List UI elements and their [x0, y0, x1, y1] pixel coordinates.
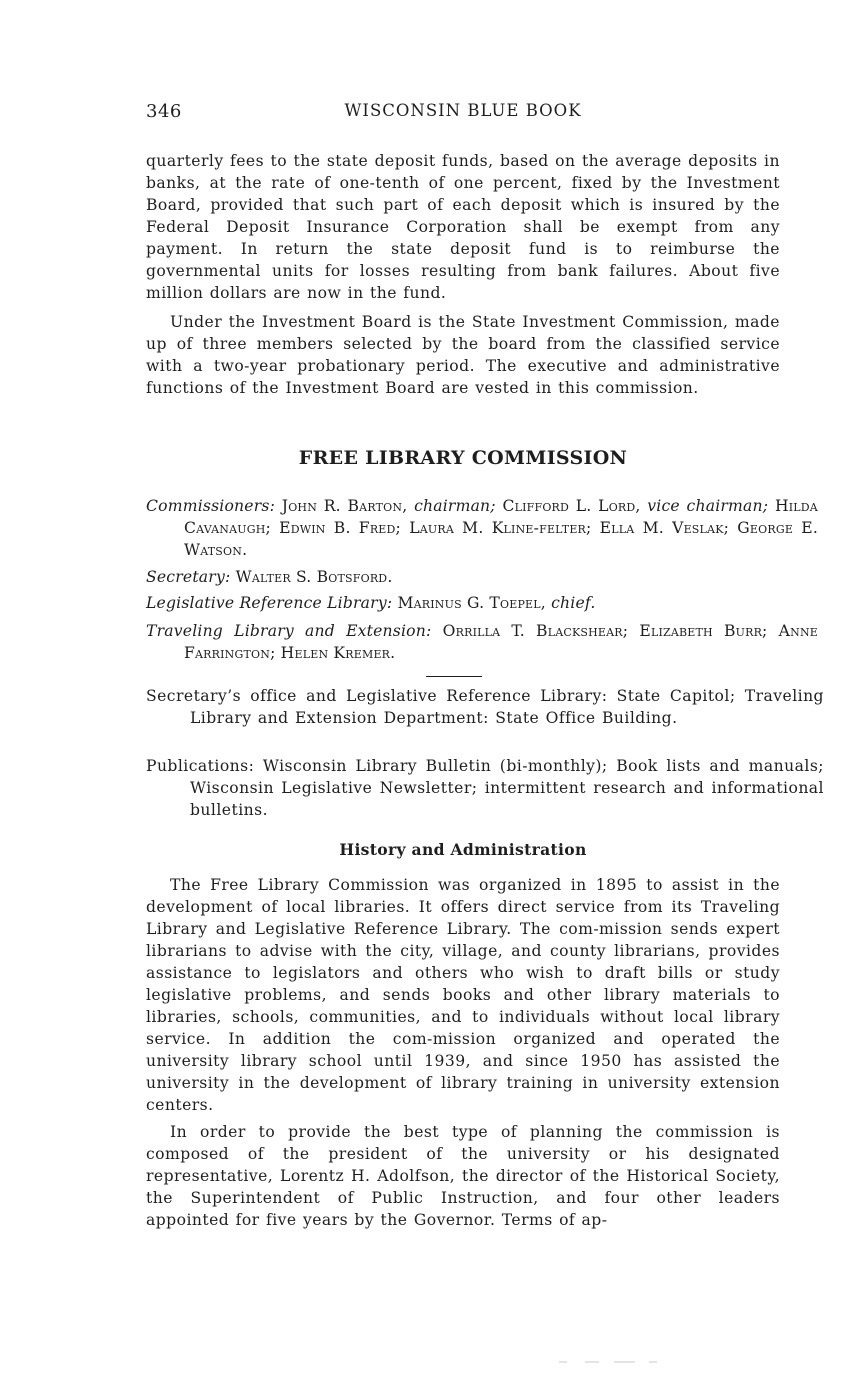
secretary-label: Secretary:: [146, 568, 231, 586]
commissioner-name-2: Clifford L. Lord,: [502, 497, 641, 515]
commissioner-role-2: vice chairman;: [647, 497, 769, 515]
running-title: WISCONSIN BLUE BOOK: [344, 101, 582, 120]
intro-paragraph-2: Under the Investment Board is the State Investment Commission, made up of three members selected by the board from the classified service with a two-year probationary period. The executive and administrative functions of the Investment Board are vested in this commission.: [146, 313, 780, 397]
traveling-library-names: Orrilla T. Blackshear; Elizabeth Burr; Anne Farrington; Helen Kremer.: [184, 622, 818, 662]
subsection-title: History and Administration: [339, 840, 587, 859]
commissioner-names-rest: Hilda Cavanaugh; Edwin B. Fred; Laura M. Kline-felter; Ella M. Veslak; George E. Watson.: [184, 497, 818, 559]
page-number: 346: [146, 101, 182, 122]
commissioner-name-1: John R. Barton,: [281, 497, 408, 515]
legislative-reference-name: Marinus G. Toepel,: [397, 594, 546, 612]
secretary-name: Walter S. Botsford.: [235, 568, 393, 586]
legislative-reference-entry: [146, 592, 818, 614]
history-paragraph-1: The Free Library Commission was organized in 1895 to assist in the development of local libraries. It offers direct service from its Traveling Library and Legislative Reference Library. The com-mission sends expert librarians to advise with the city, village, and county librarians, provides assistance to legislators and others who wish to draft bills or study legislative problems, and sends books and other library materials to libraries, schools, communities, and to individuals without local library service. In addition the com-mission organized and operated the university library school until 1939, and since 1950 has assisted the university in the development of library training in university extension centers.: [146, 876, 780, 1114]
scan-marks: [559, 1360, 659, 1364]
offices-entry: Secretary’s office and Legislative Reference Library: State Capitol; Traveling Library and Extension Department: State Office Building.: [146, 687, 824, 727]
traveling-library-entry: [146, 620, 818, 664]
legislative-reference-label: Legislative Reference Library:: [146, 594, 393, 612]
commissioner-role-1: chairman;: [414, 497, 496, 515]
publications-entry: Publications: Wisconsin Library Bulletin (bi-monthly); Book lists and manuals; Wisconsin Legislative Newsletter; intermittent research and informational bulletins.: [146, 757, 824, 819]
section-divider: [426, 676, 482, 677]
traveling-library-label: Traveling Library and Extension:: [146, 622, 432, 640]
commissioners-entry: [146, 495, 818, 561]
section-title: FREE LIBRARY COMMISSION: [298, 447, 628, 469]
history-paragraph-2: In order to provide the best type of planning the commission is composed of the president of the university or his designated representative, Lorentz H. Adolfson, the director of the Historical Society, the Superintendent of Public Instruction, and four other leaders appointed for five years by the Governor. Terms of ap-: [146, 1123, 780, 1229]
legislative-reference-role: chief.: [551, 594, 596, 612]
intro-paragraph-1: quarterly fees to the state deposit funds, based on the average deposits in banks, at the rate of one-tenth of one percent, fixed by the Investment Board, provided that such part of each deposit which is insured by the Federal Deposit Insurance Corporation shall be exempt from any payment. In return the state deposit fund is to reimburse the governmental units for losses resulting from bank failures. About five million dollars are now in the fund.: [146, 152, 780, 302]
page-header: [146, 101, 780, 127]
commissioners-label: Commissioners:: [146, 497, 276, 515]
secretary-entry: [146, 566, 818, 588]
